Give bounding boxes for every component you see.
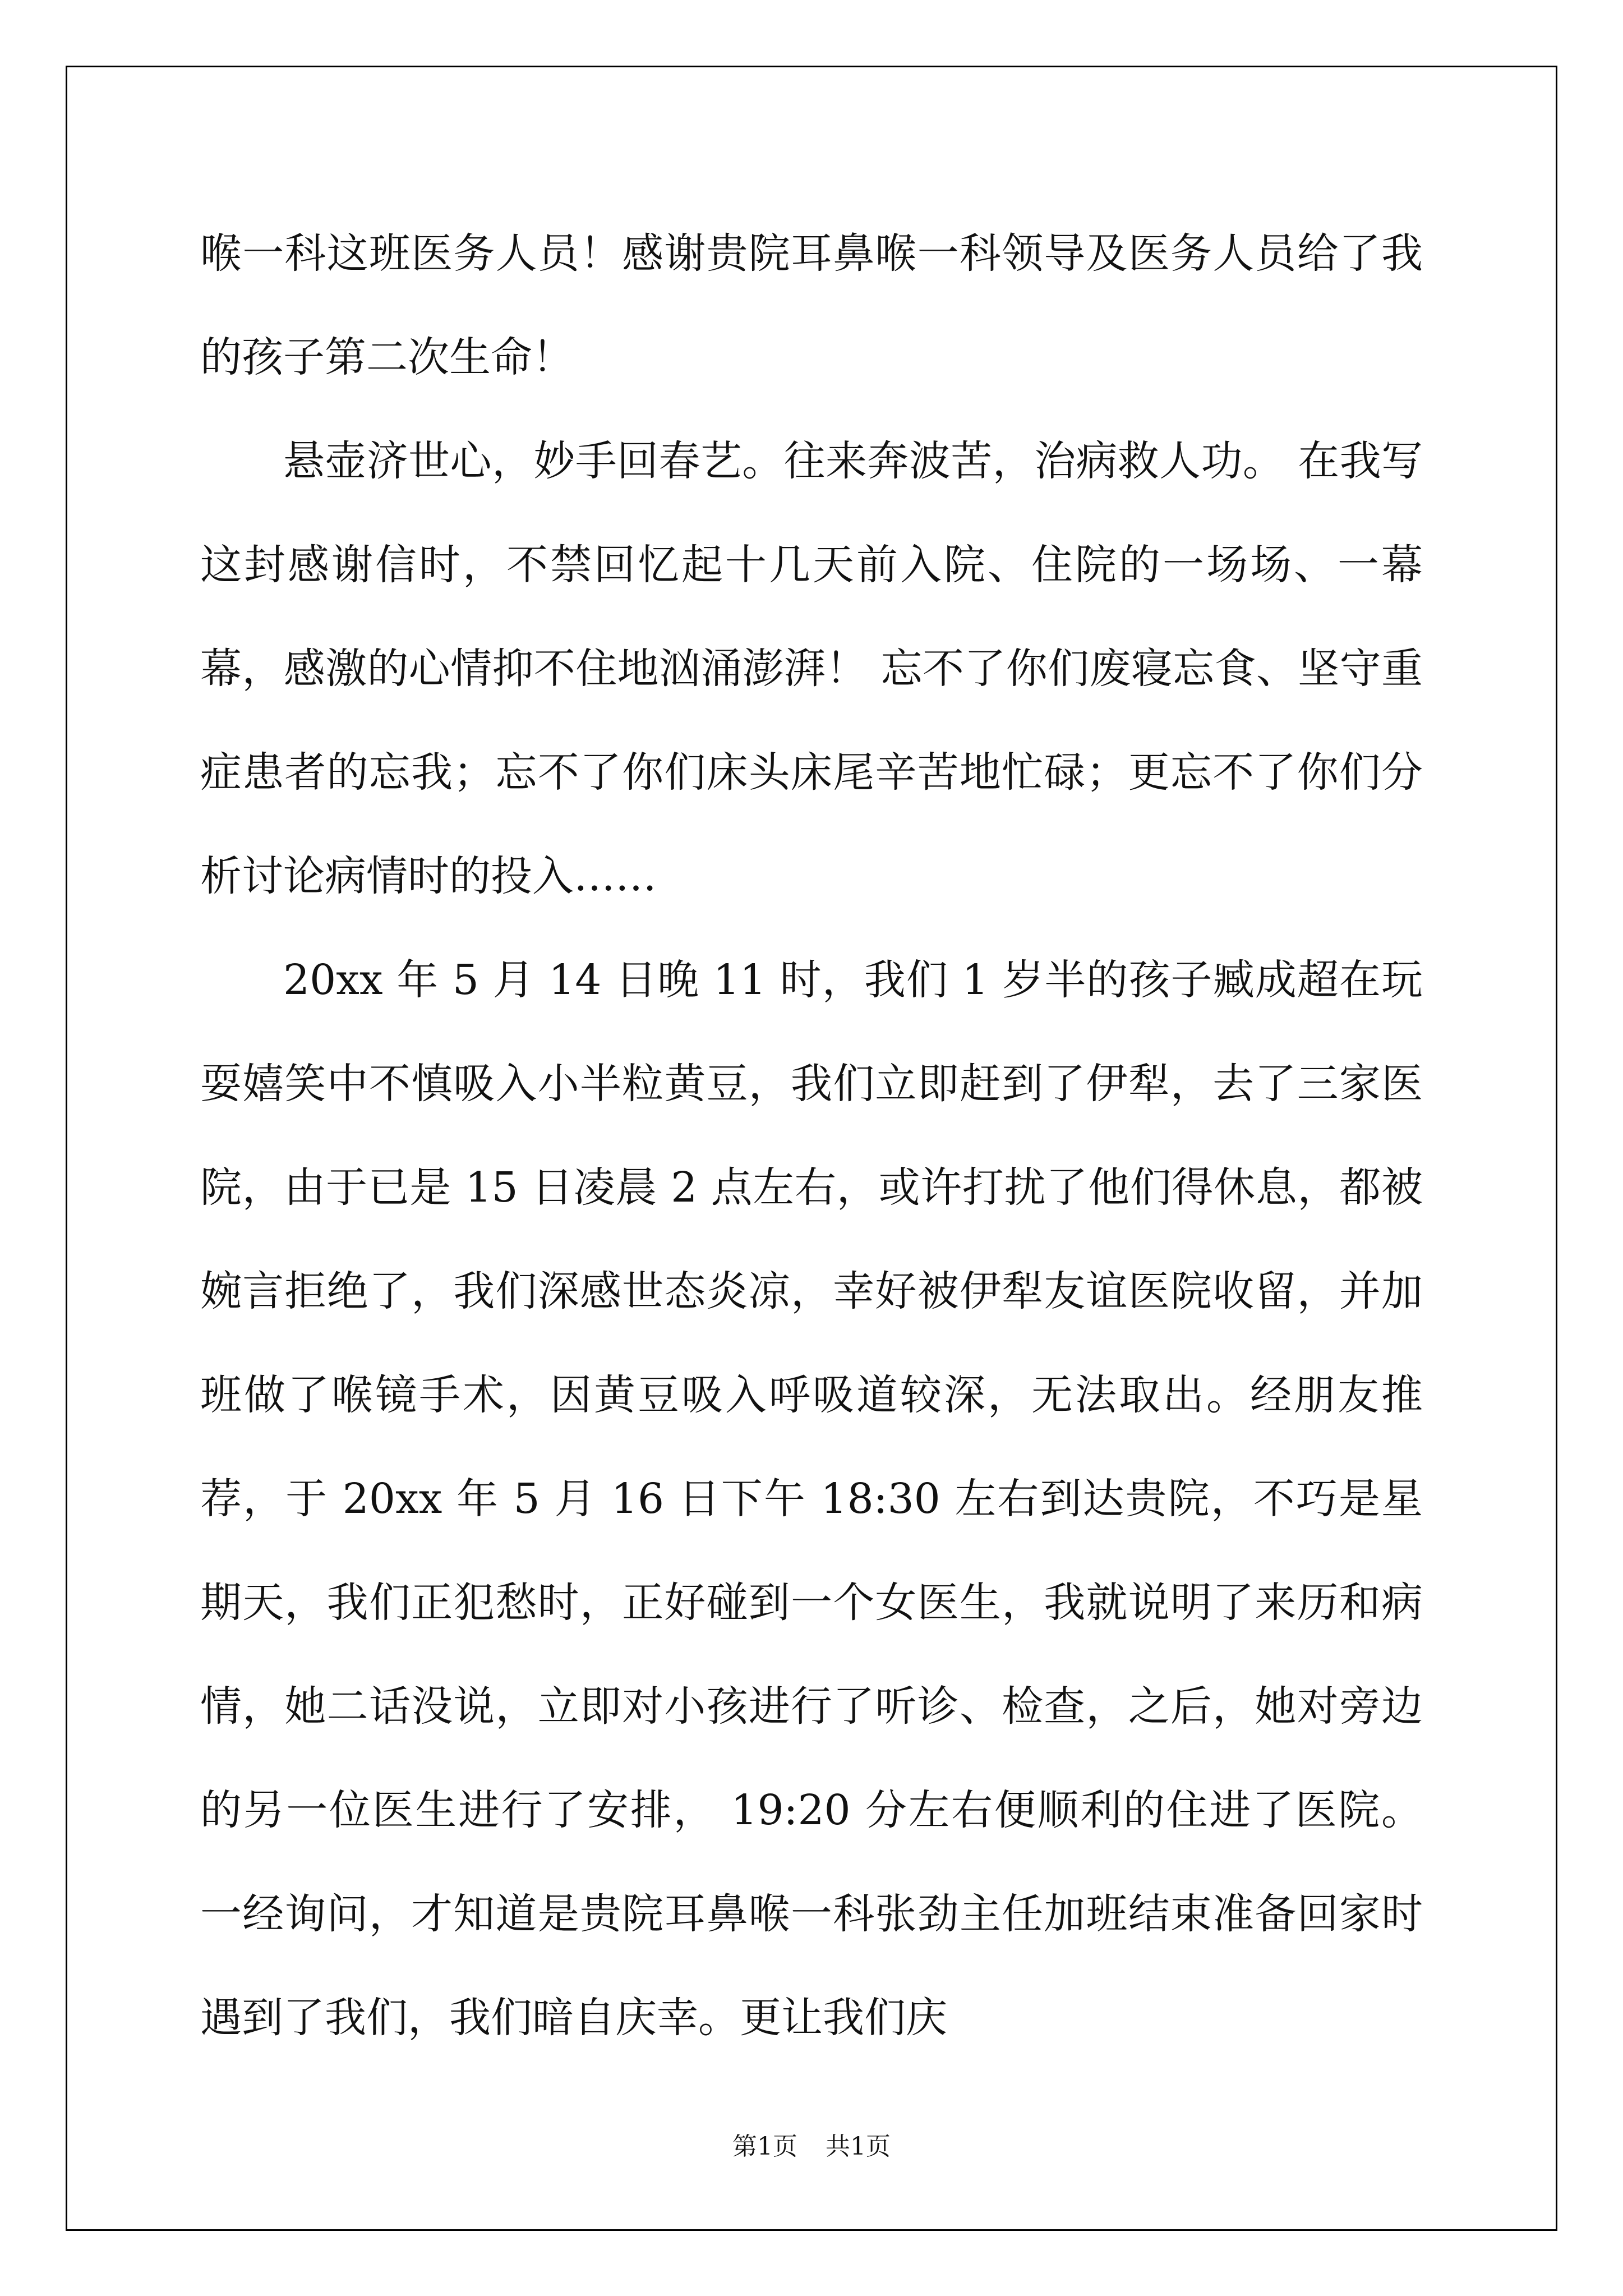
paragraph-2: 悬壶济世心，妙手回春艺。往来奔波苦，治病救人功。 在我写这封感谢信时，不禁回忆起十几天前入院、住院的一场场、一幕幕，感激的心情抑不住地汹涌澎湃！ 忘不了你们废寝忘食、坚守重症患者的忘我；忘不了你们床头床尾辛苦地忙碌；更忘不了你们分析讨论病情时的投入…… xyxy=(200,437,1423,900)
document-body xyxy=(200,202,1423,2070)
page-footer xyxy=(0,2126,1623,2162)
page-number-current: 第1页 xyxy=(732,2132,797,2161)
paragraph-3: 20xx 年 5 月 14 日晚 11 时，我们 1 岁半的孩子臧成超在玩耍嬉笑中不慎吸入小半粒黄豆，我们立即赶到了伊犁，去了三家医院，由于已是 15 日凌晨 2 点左右，或许打扰了他们得休息，都被婉言拒绝了，我们深感世态炎凉，幸好被伊犁友谊医院收留，并加班做了喉镜手术，因黄豆吸入呼吸道较深，无法取出。经朋友推荐，于 20xx 年 5 月 16 日下午 18:30 左右到达贵院，不巧是星期天，我们正犯愁时，正好碰到一个女医生，我就说明了来历和病情，她二话没说，立即对小孩进行了听诊、检查，之后，她对旁边的另一位医生进行了安排， 19:20 分左右便顺利的住进了医院。一经询问，才知道是贵院耳鼻喉一科张劲主任加班结束准备回家时遇到了我们，我们暗自庆幸。更让我们庆 xyxy=(200,956,1423,2042)
page-number-total: 共1页 xyxy=(826,2132,891,2161)
paragraph-1: 喉一科这班医务人员！感谢贵院耳鼻喉一科领导及医务人员给了我的孩子第二次生命！ xyxy=(200,229,1423,381)
